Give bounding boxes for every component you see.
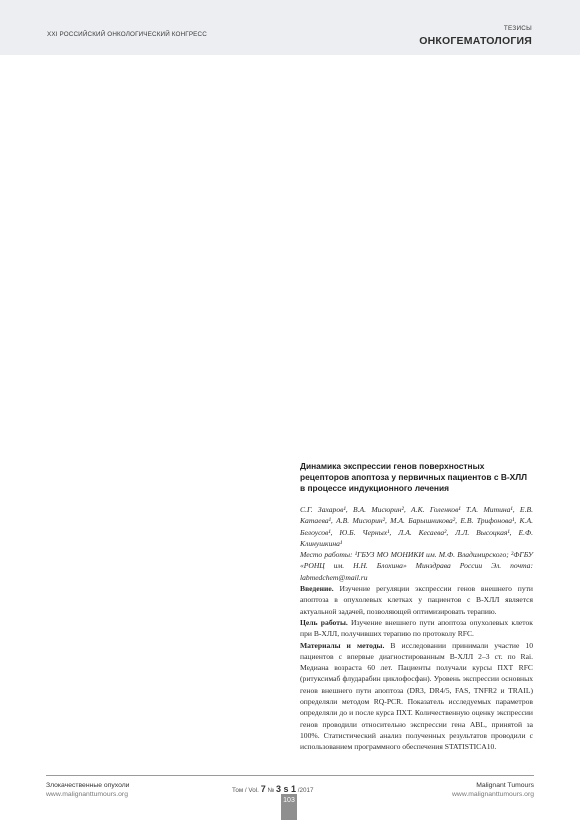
vol-prefix: Том / Vol. [232, 787, 261, 794]
issue-no-label: № [265, 787, 276, 794]
methods-text: В исследовании принимали участие 10 пациентов с впервые диагностированным В-ХЛЛ 2–3 ст. по Rai. Медиана возраста 60 лет. Пациенты получали курсы ПХТ RFC (ритуксимаб флударабин циклофосфан). Уровень экспрессии основных генов внешнего пути апоптоза (DR3, DR4/5, FAS, TNFR2 и TRAIL) определяли методом RQ-PCR. Показатель исследуемых параметров определяли до и после курса ПХТ. Количественную оценку экспрессии генов проводили относительно экспрессии гена ABL, принятой за 100%. Статистический анализ полученных результатов проводили с использованием программного обеспечения STATISTICA10. [300, 640, 533, 752]
vol-number: 7 [260, 784, 266, 794]
methods-label: Материалы и методы. [300, 640, 385, 650]
issue-s: s [280, 784, 291, 794]
volume-info [232, 784, 314, 794]
intro-label: Введение. [300, 584, 334, 594]
aim-label: Цель работы. [300, 617, 348, 627]
abstract [300, 461, 533, 753]
footer-right [452, 781, 534, 799]
section-kind: ТЕЗИСЫ [503, 25, 532, 32]
intro-paragraph [300, 583, 533, 617]
page-number: 103 [281, 794, 297, 820]
intro-text: Изучение регуляции экспрессии генов внешнего пути апоптоза в опухолевых клетках у пациентов с В-ХЛЛ является актуальной задачей, позволяющей оптимизировать терапию. [300, 584, 533, 616]
issue-sup: 1 [291, 784, 297, 794]
journal-title-ru: Злокачественные опухоли [46, 782, 130, 789]
footer-left [46, 781, 129, 799]
section-name: ОНКОГЕМАТОЛОГИЯ [419, 35, 532, 47]
year: /2017 [296, 787, 314, 794]
conference-title: XXI РОССИЙСКИЙ ОНКОЛОГИЧЕСКИЙ КОНГРЕСС [47, 31, 207, 38]
journal-title-en: Malignant Tumours [476, 782, 534, 789]
journal-url-left[interactable]: www.malignanttumours.org [46, 791, 128, 798]
issue-number: 3 [275, 784, 281, 794]
aim-paragraph [300, 617, 533, 640]
journal-url-right[interactable]: www.malignanttumours.org [452, 791, 534, 798]
aim-text: Изучение внешнего пути апоптоза опухолевых клеток при В-ХЛЛ, получивших терапию по протоколу RFC. [300, 617, 533, 639]
footer-rule [46, 775, 534, 776]
authors: С.Г. Захаров¹, В.А. Мисюрин², А.К. Голенков¹ Т.А. Митина¹, Е.В. Катаева¹, А.В. Мисюрин², М.А. Барышникова², Е.В. Трифонова¹, К.А. Белоусов¹, Ю.Б. Черных¹, Л.А. Кесаева², Л.Л. Высоцкая¹, Е.Ф. Клинушкина¹ [300, 505, 533, 548]
abstract-title: Динамика экспрессии генов поверхностных рецепторов апоптоза у первичных пациентов с В-ХЛЛ в процессе индукционного лечения [300, 461, 528, 493]
methods-paragraph [300, 640, 533, 753]
abstract-body [300, 504, 533, 753]
workplace: Место работы: ¹ГБУЗ МО МОНИКИ им. М.Ф. Владимирского; ²ФГБУ «РОНЦ им. Н.Н. Блохина» Минздрава России Эл. почта: labmedchem@mail.ru [300, 550, 533, 582]
header-band [0, 0, 580, 55]
